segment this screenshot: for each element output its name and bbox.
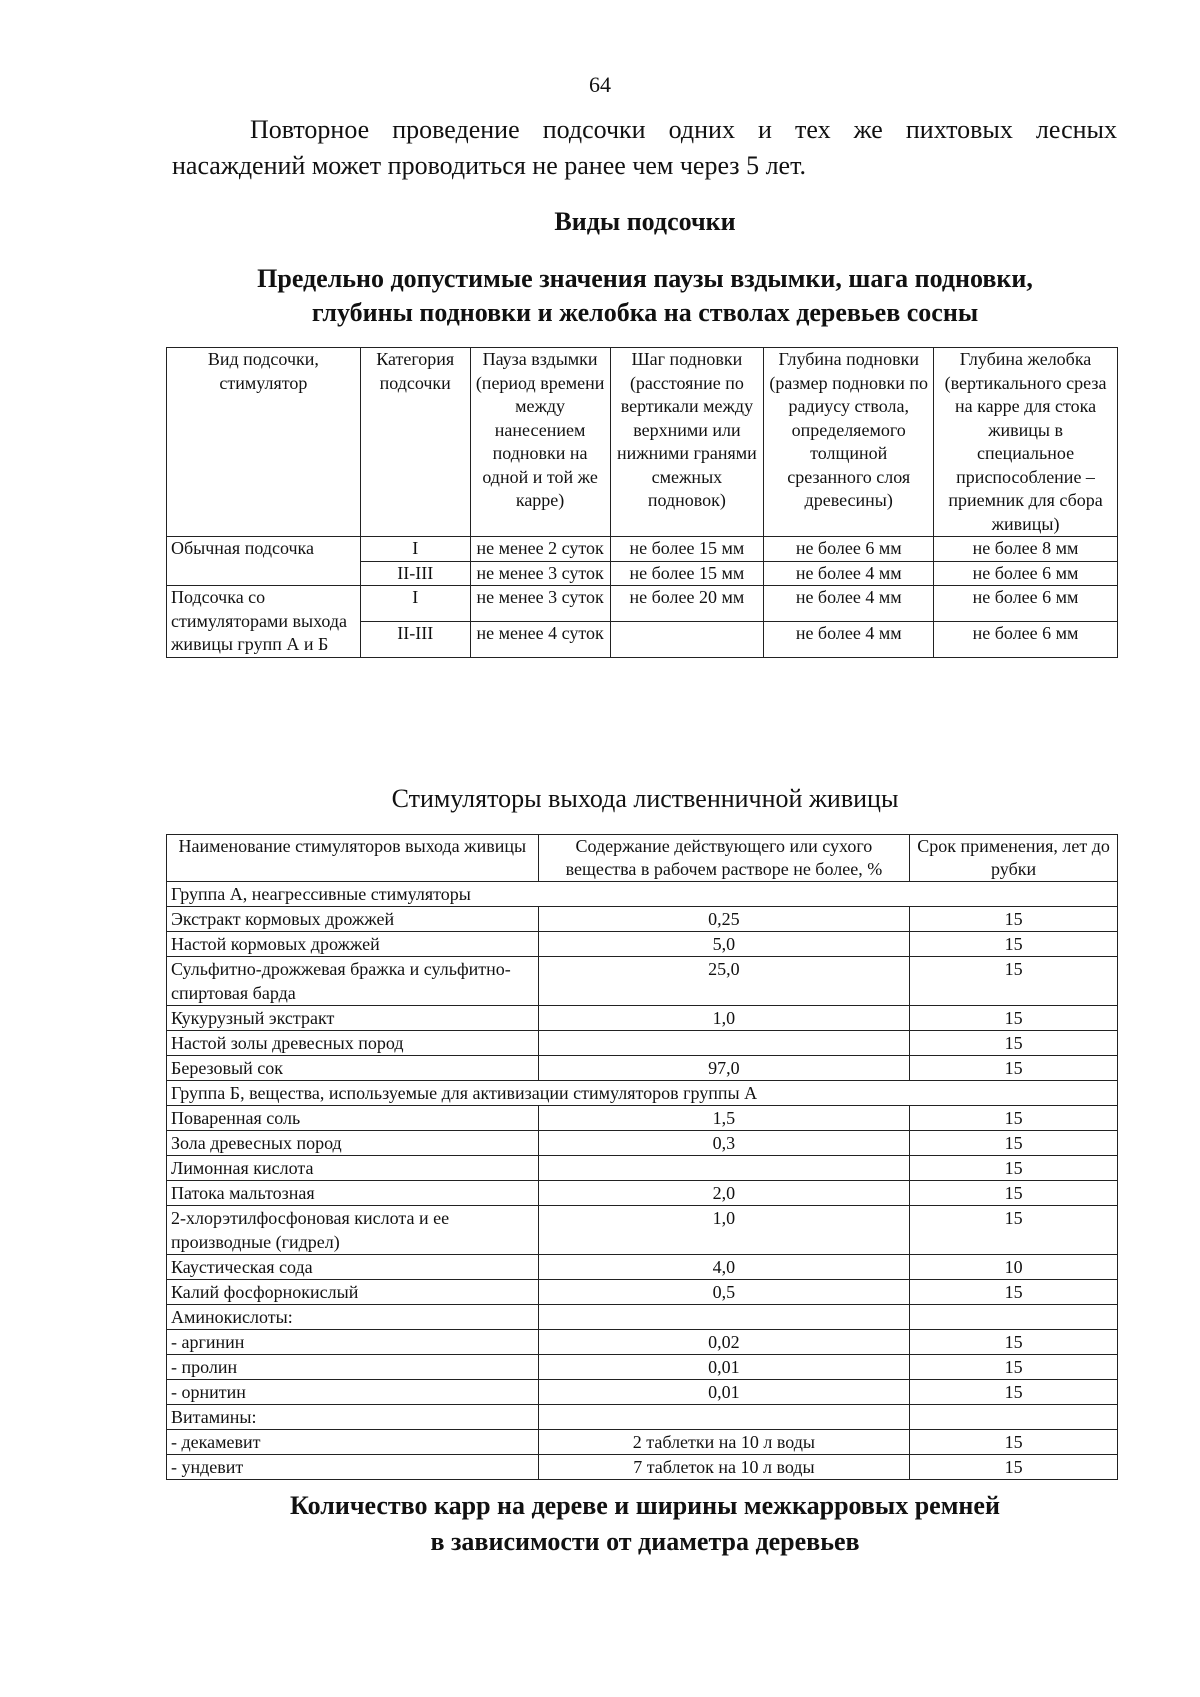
heading-limits-line: Предельно допустимые значения паузы вздымки, шага подновки, [257,264,1033,293]
table-cell: Сульфитно-дрожжевая бражка и сульфитно-спиртовая барда [167,957,539,1006]
table-cell: 15 [910,1280,1118,1305]
page-number: 64 [589,72,611,97]
table-cell: 0,01 [538,1380,910,1405]
table-cell: Каустическая сода [167,1255,539,1280]
table-row [167,1330,1118,1355]
table-row [167,1031,1118,1056]
table-row [167,586,1118,622]
table-cell: Группа А, неагрессивные стимуляторы [167,882,1118,907]
table-cell: Подсочка со стимуляторами выхода живицы групп А и Б [167,586,361,658]
table-row [167,1106,1118,1131]
table-cell: - аргинин [167,1330,539,1355]
table-cell: 0,01 [538,1355,910,1380]
table-header-row [167,835,1118,882]
table-cell: - ундевит [167,1455,539,1480]
table-cell: Зола древесных пород [167,1131,539,1156]
table-cell [538,1405,910,1430]
table-cell: не более 4 мм [764,586,934,622]
table-cell: Кукурузный экстракт [167,1006,539,1031]
table-cell: Настой кормовых дрожжей [167,932,539,957]
table-cell: Аминокислоты: [167,1305,539,1330]
table-cell: не более 15 мм [610,537,764,562]
table-cell: 15 [910,1430,1118,1455]
heading-types: Виды подсочки [554,207,736,236]
table-row [167,1430,1118,1455]
table-header-row [167,348,1118,537]
column-header: Категория подсочки [360,348,470,537]
table-cell: I [360,586,470,622]
column-header: Глубина подновки (размер подновки по радиусу ствола, определяемого толщиной срезанного слоя древесины) [764,348,934,537]
table-cell: Поваренная соль [167,1106,539,1131]
column-header: Вид подсочки, стимулятор [167,348,361,537]
heading-limits-line: глубины подновки и желобка на стволах деревьев сосны [311,298,979,327]
column-header: Наименование стимуляторов выхода живицы [167,835,539,882]
column-header: Пауза вздымки (период времени между нанесением подновки на одной и той же карре) [470,348,610,537]
table-cell: 0,3 [538,1131,910,1156]
table-cell: 0,02 [538,1330,910,1355]
table-cell: не более 6 мм [934,621,1118,657]
table-row [167,1405,1118,1430]
heading-limits [0,262,1200,330]
table-cell: 15 [910,1330,1118,1355]
table-cell: 15 [910,1455,1118,1480]
table-cell [538,1305,910,1330]
table-cell: 0,25 [538,907,910,932]
table-cell: - орнитин [167,1380,539,1405]
table-cell: Березовый сок [167,1056,539,1081]
column-header: Глубина желобка (вертикального среза на карре для стока живицы в специальное приспособление – приемник для сбора живицы) [934,348,1118,537]
table-cell: Экстракт кормовых дрожжей [167,907,539,932]
table-cell: 97,0 [538,1056,910,1081]
table-row [167,1280,1118,1305]
table-cell [610,621,764,657]
table-cell: Группа Б, вещества, используемые для активизации стимуляторов группы А [167,1081,1118,1106]
table-cell: не более 4 мм [764,621,934,657]
table-cell: I [360,537,470,562]
table-row [167,1056,1118,1081]
table-cell: II-III [360,621,470,657]
column-header: Шаг подновки (расстояние по вертикали между верхними или нижними гранями смежных подновок) [610,348,764,537]
table-cell: не более 4 мм [764,561,934,586]
table-cell: 2 таблетки на 10 л воды [538,1430,910,1455]
table-cell: не менее 3 суток [470,561,610,586]
limits-table [166,347,1118,658]
table-cell: 15 [910,1006,1118,1031]
table-cell: Лимонная кислота [167,1156,539,1181]
table-cell: 15 [910,1181,1118,1206]
table-cell: не более 6 мм [934,586,1118,622]
table-cell: 15 [910,932,1118,957]
table-cell: Витамины: [167,1405,539,1430]
stimulators-table [166,834,1118,1480]
table-group-row [167,1081,1118,1106]
table-row [167,1380,1118,1405]
table-cell [538,1156,910,1181]
table-cell: 15 [910,1031,1118,1056]
table-cell: Калий фосфорнокислый [167,1280,539,1305]
table-cell: 7 таблеток на 10 л воды [538,1455,910,1480]
table-cell: 15 [910,1355,1118,1380]
table-cell: 15 [910,907,1118,932]
table-cell: Обычная подсочка [167,537,361,586]
table-cell: 1,5 [538,1106,910,1131]
table-row [167,1206,1118,1255]
table-cell: 15 [910,1156,1118,1181]
table-cell: Настой золы древесных пород [167,1031,539,1056]
table-cell: 5,0 [538,932,910,957]
heading-karr-line: в зависимости от диаметра деревьев [430,1527,860,1556]
table-cell: 1,0 [538,1006,910,1031]
table-cell: не более 6 мм [934,561,1118,586]
table-row [167,1355,1118,1380]
table-cell: 0,5 [538,1280,910,1305]
table-row [167,907,1118,932]
table-cell: 15 [910,1106,1118,1131]
table-cell: 10 [910,1255,1118,1280]
table-cell: 15 [910,1131,1118,1156]
table-cell: 15 [910,957,1118,1006]
table-cell: не менее 3 суток [470,586,610,622]
table-row [167,1181,1118,1206]
table-row [167,1006,1118,1031]
heading-karr-line: Количество карр на дереве и ширины межкарровых ремней [290,1491,1000,1520]
table-cell: 15 [910,1380,1118,1405]
table-row [167,1131,1118,1156]
table-cell [910,1305,1118,1330]
table-cell: Патока мальтозная [167,1181,539,1206]
table-cell: 15 [910,1056,1118,1081]
table-row [167,932,1118,957]
table-cell: не менее 4 суток [470,621,610,657]
section-heading-stimulators: Стимуляторы выхода лиственничной живицы [391,784,899,813]
table-cell: - декамевит [167,1430,539,1455]
table-row [167,1305,1118,1330]
table-cell: не более 20 мм [610,586,764,622]
table-cell: не менее 2 суток [470,537,610,562]
column-header: Срок применения, лет до рубки [910,835,1118,882]
table-cell: не более 6 мм [764,537,934,562]
table-cell: 4,0 [538,1255,910,1280]
table-cell: 25,0 [538,957,910,1006]
table-cell: не более 8 мм [934,537,1118,562]
table-cell: 15 [910,1206,1118,1255]
table-row [167,537,1118,562]
column-header: Содержание действующего или сухого вещества в рабочем растворе не более, % [538,835,910,882]
table-row [167,957,1118,1006]
table-cell: 2,0 [538,1181,910,1206]
heading-karr [0,1488,1200,1560]
intro-paragraph: Повторное проведение подсочки одних и тех же пихтовых лесных насаждений может проводиться не ранее чем через 5 лет. [172,115,1117,180]
table-cell [910,1405,1118,1430]
table-row [167,1455,1118,1480]
table-cell [538,1031,910,1056]
table-cell: II-III [360,561,470,586]
table-row [167,1156,1118,1181]
table-row [167,1255,1118,1280]
table-cell: 2-хлорэтилфосфоновая кислота и ее производные (гидрел) [167,1206,539,1255]
table-cell: не более 15 мм [610,561,764,586]
table-cell: - пролин [167,1355,539,1380]
table-group-row [167,882,1118,907]
table-cell: 1,0 [538,1206,910,1255]
